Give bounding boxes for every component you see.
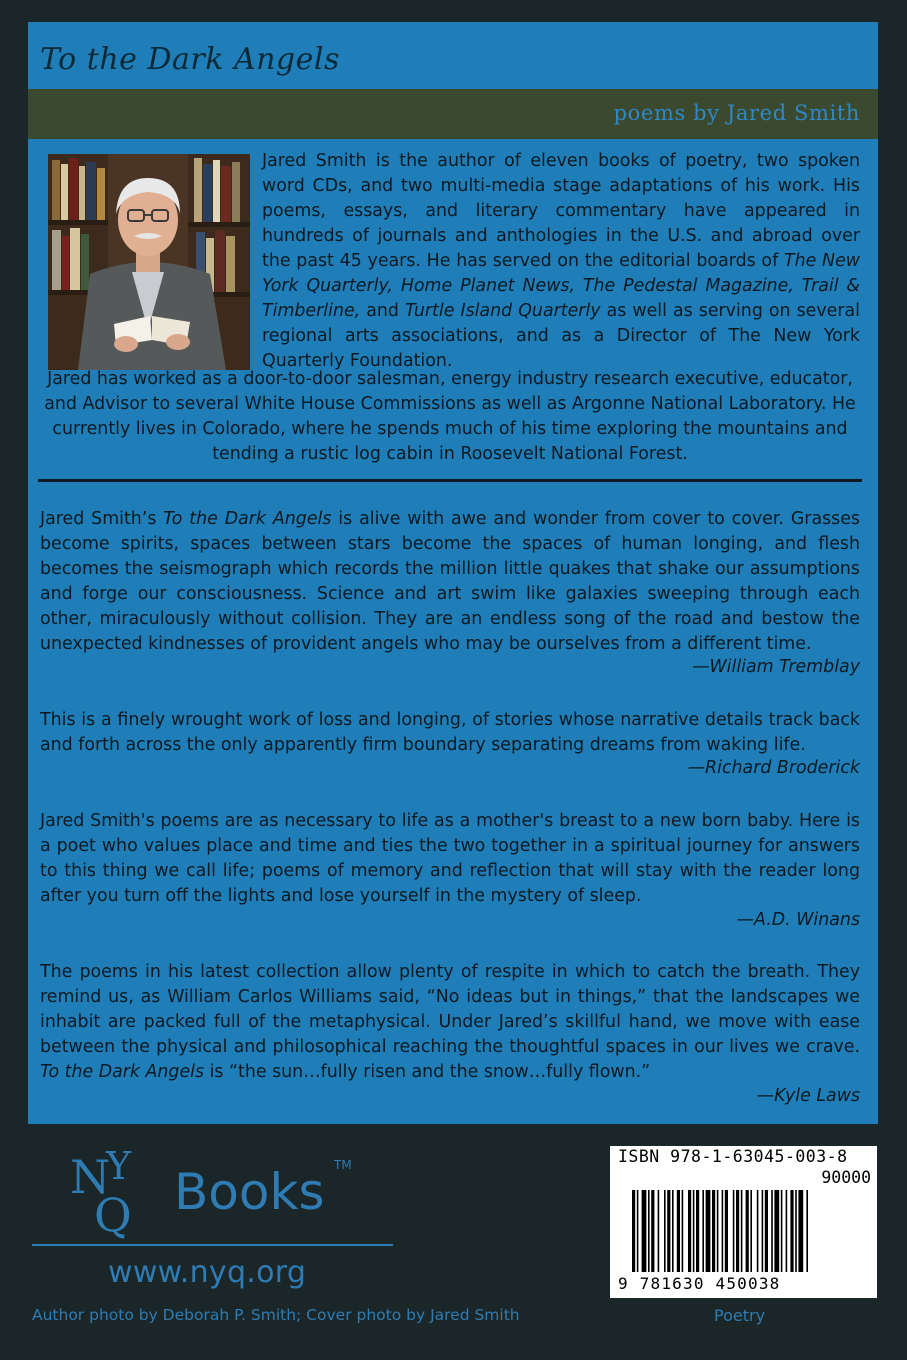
- section-divider: [38, 479, 862, 482]
- publisher-url[interactable]: www.nyq.org: [108, 1255, 307, 1290]
- blurb-text: This is a finely wrought work of loss and longing, of stories whose narrative details track back and forth across the only apparently firm boundary separating dreams from waking life.: [40, 710, 860, 755]
- author-photo: [48, 154, 250, 370]
- isbn-number: ISBN 978-1-63045-003-8: [618, 1147, 848, 1166]
- blurb-text: Jared Smith’s: [40, 509, 164, 529]
- photo-credit: Author photo by Deborah P. Smith; Cover photo by Jared Smith: [32, 1306, 520, 1324]
- review-blurb: [40, 708, 860, 758]
- blurb-book-title: To the Dark Angels: [163, 509, 332, 529]
- bio-text: Jared Smith is the author of eleven books of poetry, two spoken word CDs, and two multi-media stage adaptations of his work. His poems, essays, and literary commentary have appeared in hundreds of journals and anthologies in the U.S. and abroad over the past 45 years. He has served on the editorial boards of: [262, 151, 860, 271]
- review-blurb: [40, 960, 860, 1085]
- blurb-attribution: —William Tremblay: [692, 657, 860, 677]
- author-bio-paragraph-2: Jared has worked as a door-to-door salesman, energy industry research executive, educator, and Advisor to several White House Commissions as well as Argonne National Laboratory. He currently lives in Colorado, where he spends much of his time exploring the mountains and tending a rustic log cabin in Roosevelt National Forest.: [44, 369, 856, 464]
- byline-band: [28, 89, 878, 139]
- publisher-logo: [62, 1143, 382, 1243]
- byline: poems by Jared Smith: [613, 101, 860, 125]
- blurb-attribution: —A.D. Winans: [736, 910, 860, 930]
- blurb-attribution: —Richard Broderick: [687, 758, 860, 778]
- blurb-text: is alive with awe and wonder from cover to cover. Grasses become spirits, spaces between stars become the spaces of human longing, and flesh becomes the seismograph which records the million little quakes that shake our assumptions and forge our consciousness. Science and art swim like galaxies sweeping through each other, miraculously without collision. They are an endless song of the road and bestow the unexpected kindnesses of provident angels who may be ourselves from a different time.: [40, 509, 860, 654]
- bio-journal: Turtle Island Quarterly: [405, 301, 601, 321]
- book-title: To the Dark Angels: [40, 42, 340, 77]
- review-blurb: [40, 507, 860, 657]
- blurb-text: is “the sun…fully risen and the snow…fully flown.”: [204, 1062, 651, 1082]
- bio-journals: The New York Quarterly, Home Planet News, The Pedestal Magazine, Trail & Timberline,: [262, 251, 860, 321]
- price-code: 90000: [821, 1168, 871, 1187]
- isbn-barcode: [610, 1146, 877, 1298]
- bio-text: as well as serving on several regional arts associations, and as a Director of The New York Quarterly Foundation.: [262, 301, 860, 371]
- genre-label: Poetry: [714, 1306, 766, 1325]
- barcode-digits: 9 781630 450038: [618, 1274, 781, 1293]
- blurb-text: Jared Smith's poems are as necessary to life as a mother's breast to a new born baby. Here is a poet who values place and time and ties the two together in a spiritual journey for answers to this thing we call life; poems of memory and reflection that will stay with the reader long after you turn off the lights and lose yourself in the mystery of sleep.: [40, 811, 860, 906]
- logo-divider: [32, 1244, 393, 1246]
- logo-letter-y: Y: [106, 1144, 132, 1188]
- back-cover-panel: [28, 22, 878, 1124]
- trademark-symbol: TM: [334, 1158, 352, 1172]
- blurb-attribution: —Kyle Laws: [756, 1086, 860, 1106]
- logo-letter-q: Q: [94, 1188, 132, 1242]
- blurb-text: The poems in his latest collection allow plenty of respite in which to catch the breath. They remind us, as William Carlos Williams said, “No ideas but in things,” that the landscapes we inhabit are packed full of the metaphysical. Under Jared’s skillful hand, we move with ease between the physical and philosophical reaching the thoughtful spaces in our lives we crave.: [40, 962, 860, 1057]
- blurb-book-title: To the Dark Angels: [40, 1062, 205, 1082]
- author-bio-paragraph-1: [262, 149, 860, 374]
- review-blurb: [40, 809, 860, 909]
- logo-letter-n: N: [70, 1150, 111, 1204]
- bio-text: and: [360, 301, 406, 321]
- logo-word: Books: [174, 1163, 325, 1221]
